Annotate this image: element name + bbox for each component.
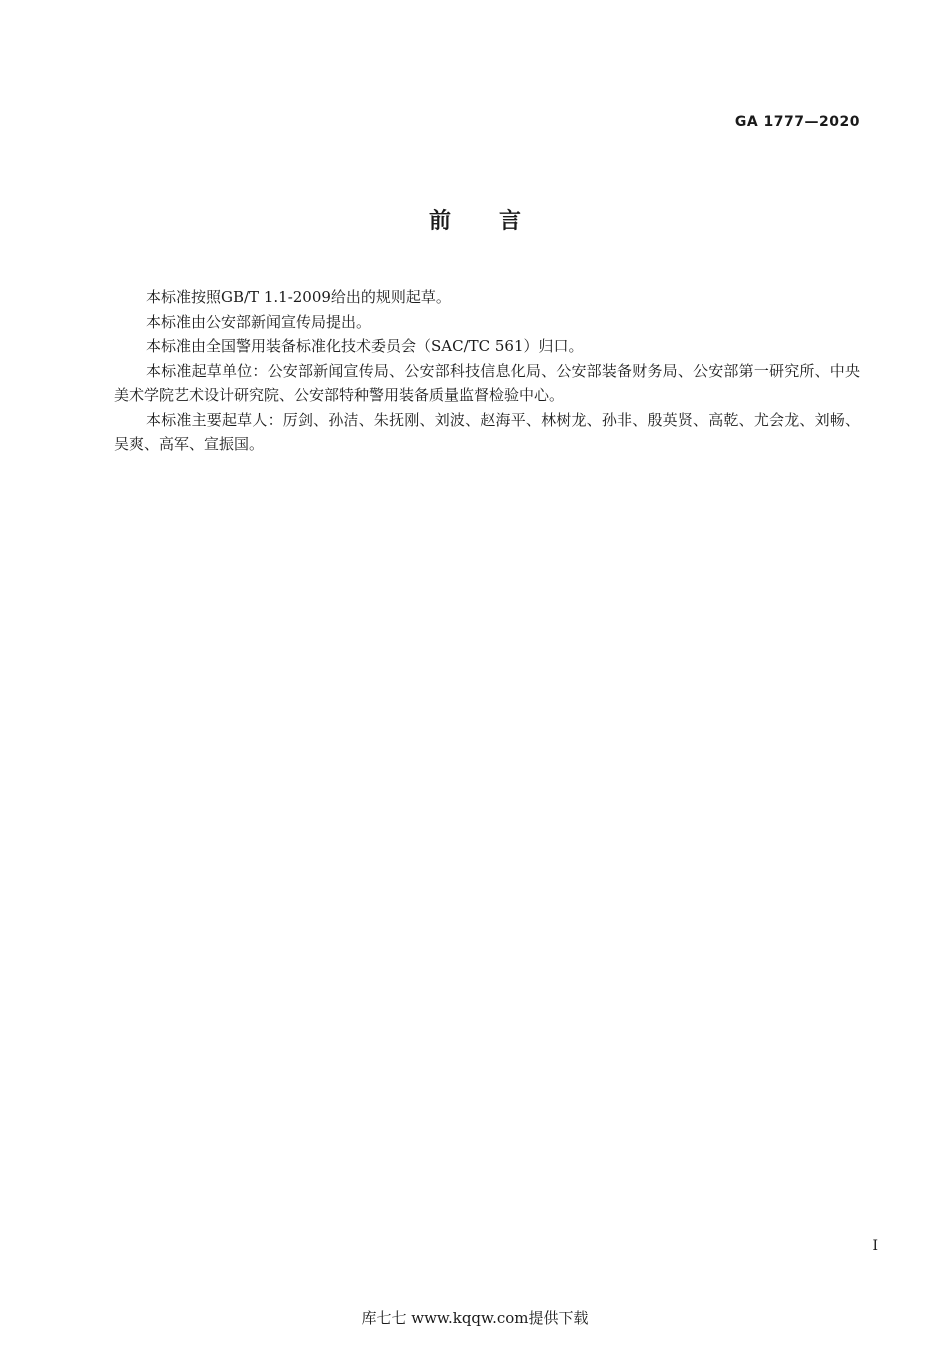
paragraph-centralized: 本标准由全国警用装备标准化技术委员会（SAC/TC 561）归口。	[146, 337, 584, 355]
paragraph-drafting-units: 本标准起草单位：公安部新闻宣传局、公安部科技信息化局、公安部装备财务局、公安部第一研究所、中央美术学院艺术设计研究院、公安部特种警用装备质量监督检验中心。	[114, 361, 860, 404]
title-char-1: 前	[428, 209, 451, 234]
paragraph-proposer: 本标准由公安部新闻宣传局提出。	[146, 312, 372, 331]
title-char-2: 言	[499, 209, 522, 234]
page-title	[0, 204, 950, 235]
paragraph-drafting-rules: 本标准按照GB/T 1.1-2009给出的规则起草。	[146, 288, 451, 306]
paragraph-drafters: 本标准主要起草人：厉剑、孙洁、朱抚刚、刘波、赵海平、林树龙、孙非、殷英贤、高乾、尤会龙、刘畅、吴爽、高军、宣振国。	[114, 410, 860, 453]
preface-body	[114, 285, 860, 457]
standard-code: GA 1777—2020	[734, 114, 860, 130]
page-number: I	[872, 1238, 878, 1254]
download-footer: 库七七 www.kqqw.com提供下载	[361, 1309, 589, 1327]
